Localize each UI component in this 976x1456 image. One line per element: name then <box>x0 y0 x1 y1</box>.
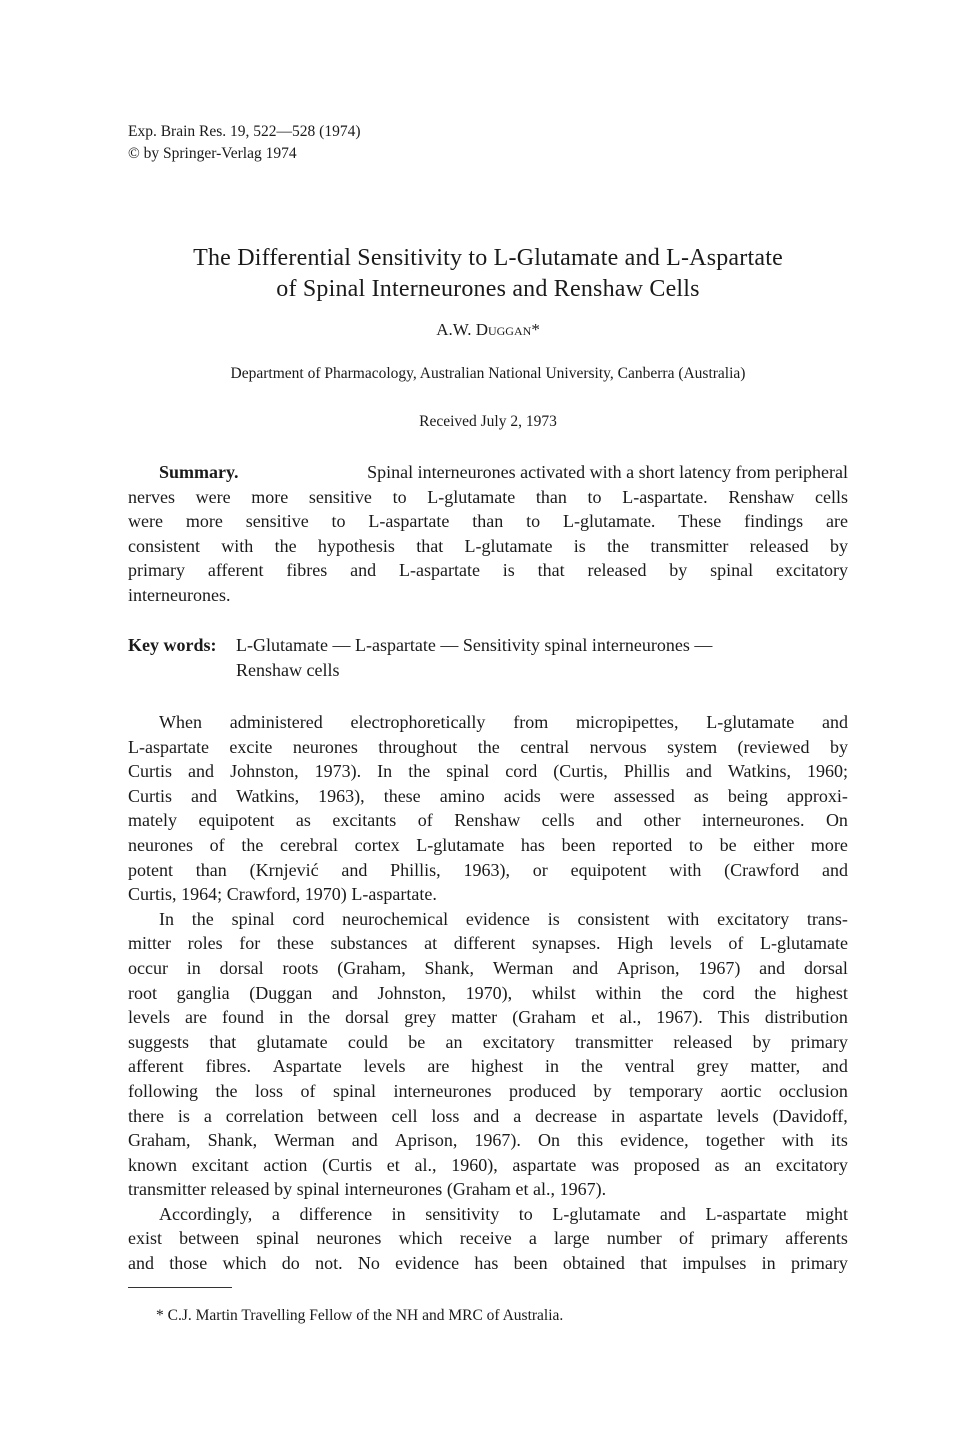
journal-citation <box>128 121 360 165</box>
summary-line: primary afferent fibres and L-aspartate is that released by spinal excitatory <box>128 560 848 581</box>
footnote-divider <box>128 1287 232 1288</box>
summary-line-1 <box>128 460 848 485</box>
body-line: following the loss of spinal interneurones produced by temporary aortic occlusion <box>128 1080 848 1101</box>
summary-line: were more sensitive to L-aspartate than to L-glutamate. These findings are <box>128 511 848 532</box>
body-line: transmitter released by spinal interneurones (Graham et al., 1967). <box>128 1179 607 1200</box>
copyright-notice: © by Springer-Verlag 1974 <box>128 145 297 162</box>
body-line: occur in dorsal roots (Graham, Shank, Werman and Aprison, 1967) and dorsal <box>128 957 848 978</box>
body-line: known excitant action (Curtis et al., 1960), aspartate was proposed as an excitatory <box>128 1154 848 1175</box>
affiliation: Department of Pharmacology, Australian National University, Canberra (Australia) <box>230 365 746 382</box>
body-line: root ganglia (Duggan and Johnston, 1970), whilst within the cord the highest <box>128 982 848 1003</box>
summary-line: interneurones. <box>128 584 231 605</box>
body-line: Curtis and Johnston, 1973). In the spinal cord (Curtis, Phillis and Watkins, 1960; <box>128 761 848 782</box>
summary-line: consistent with the hypothesis that L-glutamate is the transmitter released by <box>128 535 848 556</box>
body-line: mately equipotent as excitants of Renshaw cells and other interneurones. On <box>128 810 848 831</box>
body-line: In the spinal cord neurochemical evidence is consistent with excitatory trans- <box>159 908 848 929</box>
body-line: neurones of the cerebral cortex L-glutamate has been reported to be either more <box>128 834 848 855</box>
body-line: L-aspartate excite neurones throughout the central nervous system (reviewed by <box>128 736 848 757</box>
body-line: mitter roles for these substances at different synapses. High levels of L-glutamate <box>128 933 848 954</box>
summary-section <box>128 460 848 608</box>
author-line <box>0 319 976 341</box>
body-line: afferent fibres. Aspartate levels are highest in the ventral grey matter, and <box>128 1056 848 1077</box>
keywords-section <box>128 633 848 682</box>
keywords-line-1: L-Glutamate — L-aspartate — Sensitivity spinal interneurones — <box>236 635 713 655</box>
footnote: * C.J. Martin Travelling Fellow of the NH and MRC of Australia. <box>156 1307 564 1324</box>
body-line: Curtis, 1964; Crawford, 1970) L-aspartate. <box>128 884 437 905</box>
article-title <box>100 243 876 305</box>
body-text <box>128 710 848 1276</box>
body-line: potent than (Krnjević and Phillis, 1963), or equipotent with (Crawford and <box>128 859 848 880</box>
body-line: Graham, Shank, Werman and Aprison, 1967). On this evidence, together with its <box>128 1130 848 1151</box>
received-date: Received July 2, 1973 <box>419 413 557 430</box>
summary-line: nerves were more sensitive to L-glutamate than to L-aspartate. Renshaw cells <box>128 486 848 507</box>
body-line: there is a correlation between cell loss and a decrease in aspartate levels (Davidoff, <box>128 1105 848 1126</box>
body-line: suggests that glutamate could be an excitatory transmitter released by primary <box>128 1031 848 1052</box>
author-footnote-mark: * <box>531 320 540 339</box>
body-line: When administered electrophoretically from micropipettes, L-glutamate and <box>159 712 848 732</box>
title-line-2: of Spinal Interneurones and Renshaw Cells <box>276 276 700 302</box>
author-surname: Duggan <box>475 320 532 339</box>
body-line: Curtis and Watkins, 1963), these amino acids were assessed as being approxi- <box>128 785 848 806</box>
title-line-1: The Differential Sensitivity to L-Glutamate and L-Aspartate <box>193 245 783 271</box>
body-line: Accordingly, a difference in sensitivity to L-glutamate and L-aspartate might <box>159 1203 848 1224</box>
journal-reference: Exp. Brain Res. 19, 522—528 (1974) <box>128 123 361 140</box>
body-line: exist between spinal neurones which receive a large number of primary afferents <box>128 1228 848 1249</box>
summary-label: Summary. <box>159 462 239 482</box>
body-line: and those which do not. No evidence has been obtained that impulses in primary <box>128 1253 848 1274</box>
body-line: levels are found in the dorsal grey matter (Graham et al., 1967). This distribution <box>128 1007 848 1028</box>
keywords-label: Key words: <box>128 635 217 655</box>
author-initials: A.W. <box>436 320 472 339</box>
summary-text-line: Spinal interneurones activated with a short latency from peripheral <box>367 462 848 482</box>
keywords-line-2: Renshaw cells <box>236 659 340 680</box>
